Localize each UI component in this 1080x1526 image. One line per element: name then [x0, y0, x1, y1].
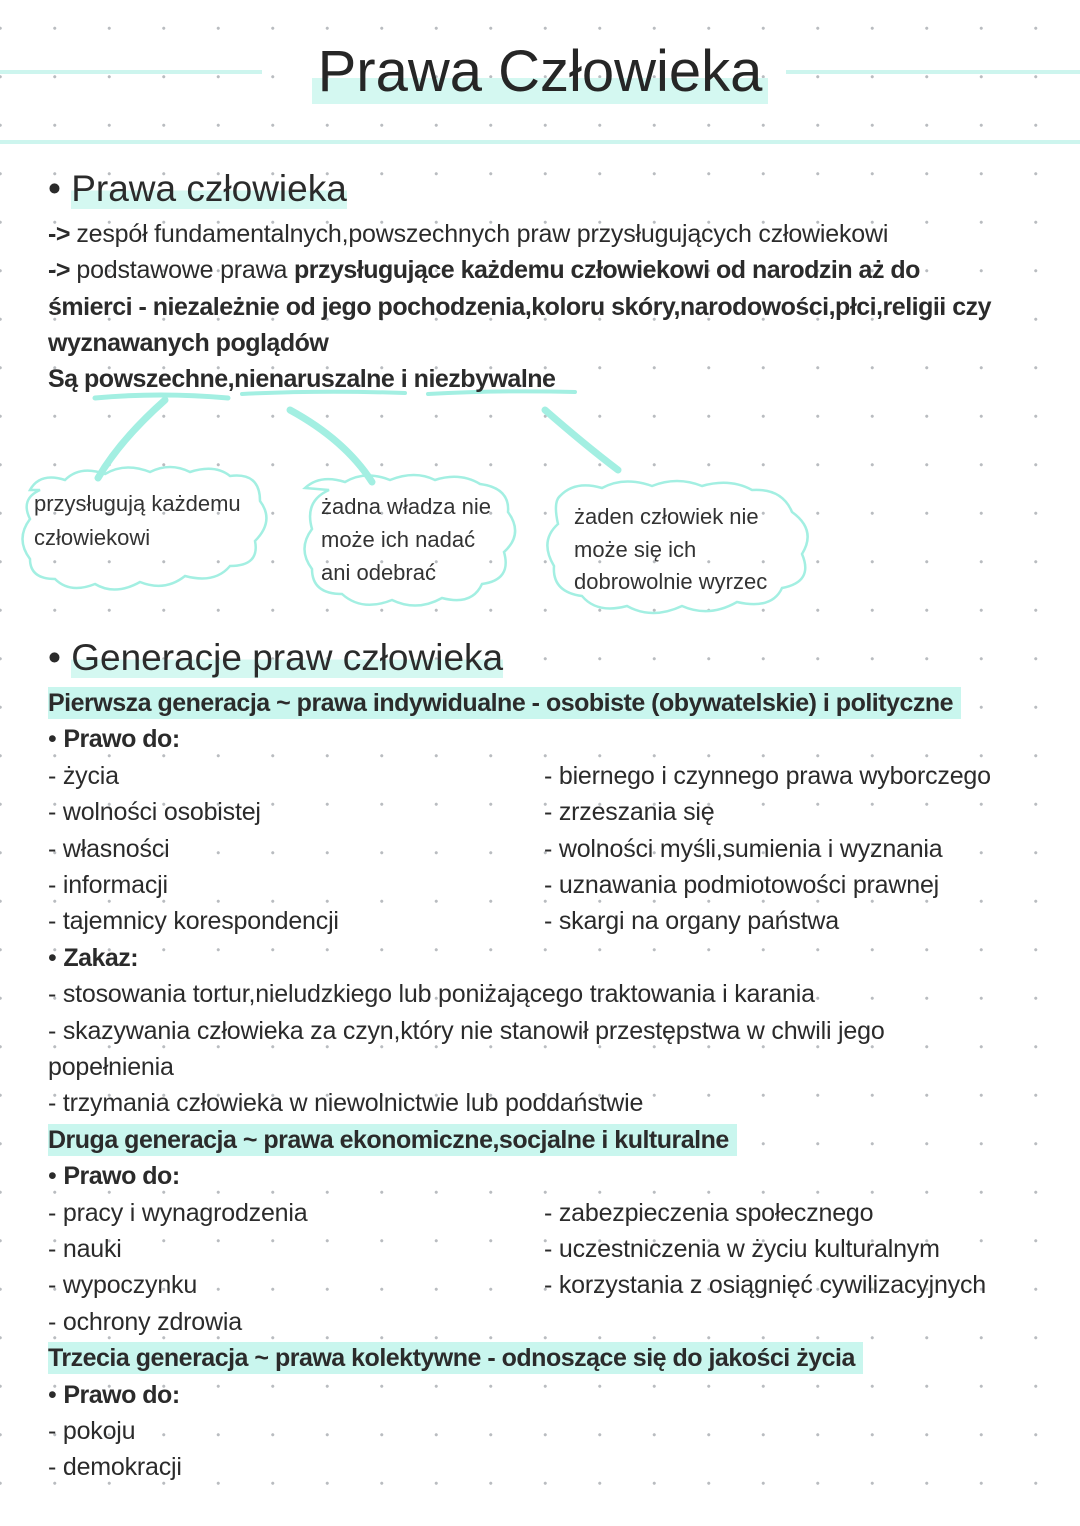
right-item	[544, 797, 714, 827]
cloud-text: żadna władza nie	[321, 494, 492, 519]
right-item-text: - ochrony zdrowia	[48, 1307, 242, 1336]
ban-item-text: - stosowania tortur,nieludzkiego lub poniżającego traktowania i karania	[48, 980, 815, 1009]
section-heading-generacje: • Generacje praw człowieka	[48, 637, 504, 678]
right-item	[544, 870, 939, 900]
right-item-text: - zabezpieczenia społecznego	[544, 1198, 874, 1227]
right-item-text: - własności	[48, 834, 170, 863]
ban-item	[48, 1088, 643, 1118]
right-item	[48, 797, 261, 827]
ban-item-text: - trzymania człowieka w niewolnictwie lub poddaństwie	[48, 1089, 644, 1118]
rights-label-text: Prawo do:	[63, 1380, 180, 1409]
text-segment: wyznawanych poglądów	[48, 329, 329, 357]
ban-item	[48, 1052, 174, 1082]
right-item	[48, 1452, 182, 1482]
text-segment: ->	[48, 256, 77, 284]
cloud-1	[34, 487, 241, 555]
cloud-text: przysługują każdemu	[34, 491, 241, 516]
connector-1	[98, 400, 165, 478]
ban-item	[48, 1016, 885, 1046]
right-item	[48, 1198, 307, 1228]
definition-line	[48, 255, 920, 285]
right-item	[48, 1416, 135, 1446]
right-item-text: - skargi na organy państwa	[544, 907, 839, 936]
right-item	[544, 1198, 873, 1228]
right-item-text: - wolności myśli,sumienia i wyznania	[544, 834, 943, 863]
right-item-text: - nauki	[48, 1235, 122, 1263]
generation-title-text: Pierwsza generacja ~ prawa indywidualne - osobiste (obywatelskie) i polityczne	[48, 687, 961, 719]
generation-title	[48, 688, 961, 718]
ban-item-text: popełnienia	[48, 1053, 174, 1081]
text-segment: podstawowe prawa	[76, 256, 294, 284]
generation-title	[48, 1343, 863, 1373]
right-item-text: - informacji	[48, 871, 168, 899]
right-item-text: - demokracji	[48, 1453, 182, 1482]
cloud-text: może ich nadać	[321, 527, 476, 552]
underline-powszechne	[95, 395, 228, 398]
generation-title	[48, 1125, 737, 1155]
ban-label: • Zakaz:	[48, 943, 139, 972]
section-heading-prawa: • Prawa człowieka	[48, 168, 347, 209]
right-item-text: - wypoczynku	[48, 1271, 198, 1300]
connector-2	[290, 410, 372, 482]
right-item-text: - życia	[48, 761, 119, 790]
rights-label: • Prawo do:	[48, 1380, 180, 1409]
generation-title-text: Trzecia generacja ~ prawa kolektywne - odnoszące się do jakości życia	[48, 1342, 863, 1374]
cloud-2	[321, 490, 491, 589]
right-item	[48, 834, 169, 864]
rights-label: • Prawo do:	[48, 1162, 180, 1191]
right-item	[544, 1234, 940, 1264]
right-item-text: - korzystania z osiągnięć cywilizacyjnych	[544, 1271, 986, 1300]
rights-label-text: Prawo do:	[63, 1162, 180, 1191]
right-item-text: - wolności osobistej	[48, 798, 261, 827]
right-item-text: - tajemnicy korespondencji	[48, 907, 339, 936]
cloud-text: ani odebrać	[321, 560, 436, 585]
right-item	[48, 1234, 122, 1264]
text-segment: śmierci - niezależnie od jego pochodzenia,koloru skóry,narodowości,płci,religii czy	[48, 293, 991, 321]
rights-label-text: Prawo do:	[63, 725, 180, 754]
definition-line	[48, 328, 328, 358]
definition-line	[48, 364, 555, 394]
right-item	[48, 1307, 242, 1337]
right-item-text: - pokoju	[48, 1417, 136, 1445]
right-item	[48, 906, 339, 936]
page-title: Prawa Człowieka	[0, 38, 1080, 105]
right-item	[544, 834, 943, 864]
right-item	[544, 906, 839, 936]
text-segment: zespół fundamentalnych,powszechnych praw przysługujących człowiekowi	[76, 220, 889, 248]
cloud-text: człowiekowi	[34, 525, 151, 550]
right-item-text: - uznawania podmiotowości prawnej	[544, 871, 939, 899]
definition-line	[48, 219, 888, 249]
cloud-text: dobrowolnie wyrzec	[574, 569, 768, 594]
text-segment: Są powszechne,nienaruszalne i niezbywalne	[48, 365, 556, 393]
rights-label: • Prawo do:	[48, 725, 180, 754]
right-item-text: - biernego i czynnego prawa wyborczego	[544, 761, 991, 790]
right-item	[48, 1270, 197, 1300]
ban-item	[48, 979, 815, 1009]
right-item	[48, 870, 168, 900]
right-item-text: - zrzeszania się	[544, 798, 715, 827]
right-item	[544, 761, 991, 791]
right-item	[544, 1270, 986, 1300]
text-segment: przysługujące każdemu człowiekowi od narodzin aż do	[293, 256, 920, 284]
definition-line	[48, 292, 991, 322]
cloud-3	[574, 501, 767, 599]
cloud-text: może się ich	[574, 536, 697, 562]
cloud-text: żaden człowiek nie	[574, 504, 759, 529]
ban-item-text: - skazywania człowieka za czyn,który nie stanowił przestępstwa w chwili jego	[48, 1016, 885, 1045]
ban-label-text: Zakaz:	[63, 943, 139, 972]
right-item	[48, 761, 119, 791]
right-item-text: - pracy i wynagrodzenia	[48, 1198, 308, 1227]
connector-3	[545, 410, 618, 470]
text-segment: ->	[48, 220, 77, 248]
generation-title-text: Druga generacja ~ prawa ekonomiczne,socjalne i kulturalne	[48, 1124, 737, 1156]
right-item-text: - uczestniczenia w życiu kulturalnym	[544, 1235, 940, 1263]
